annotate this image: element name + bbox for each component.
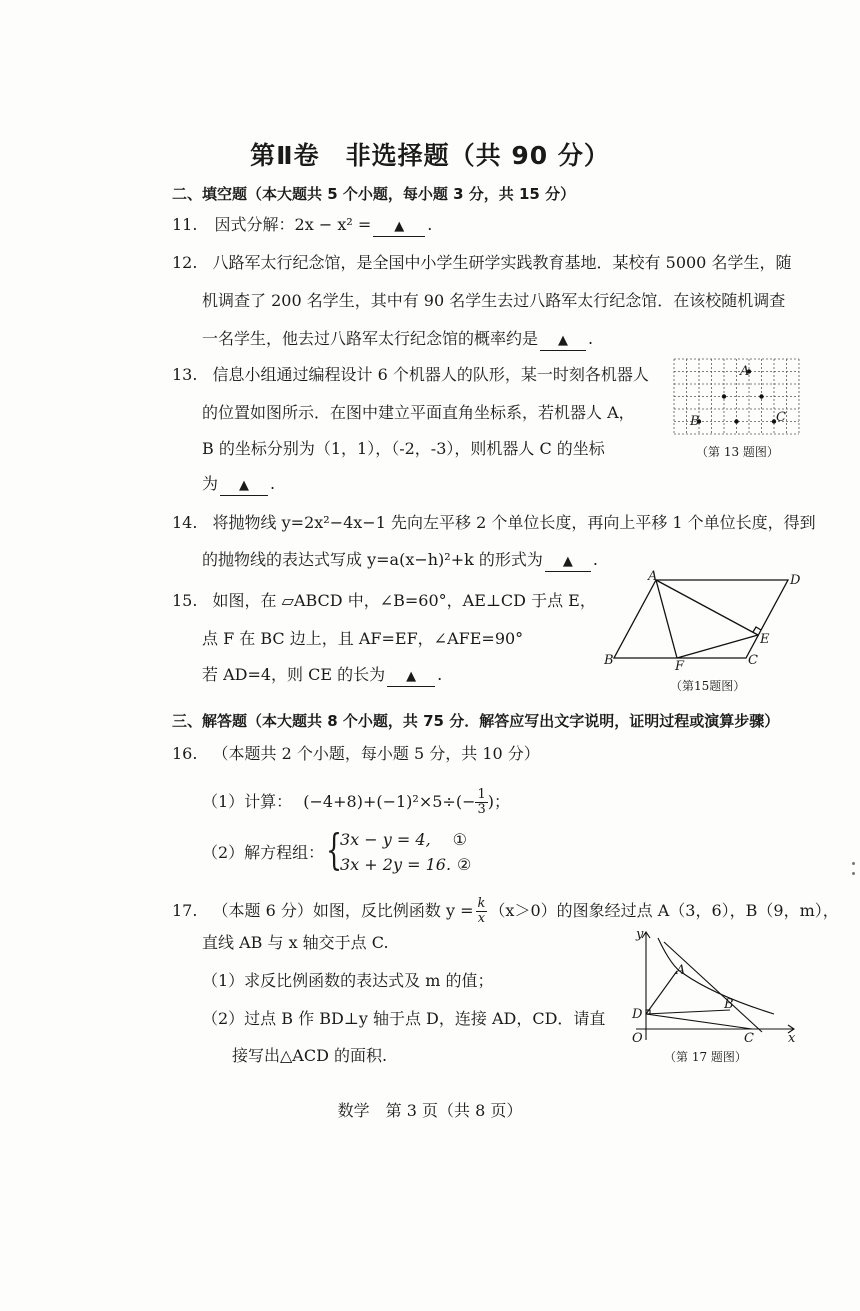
question-14-line-2 bbox=[202, 549, 598, 572]
scan-speck bbox=[852, 872, 855, 875]
q13-grid-figure bbox=[674, 359, 800, 435]
label-a: A bbox=[648, 569, 658, 584]
robot-dot bbox=[734, 419, 738, 423]
segment-af bbox=[656, 580, 677, 658]
segment-bd bbox=[646, 1010, 730, 1014]
question-number: 11. bbox=[172, 215, 198, 234]
period: . bbox=[427, 215, 433, 234]
segment-fe bbox=[677, 635, 758, 658]
question-number: 16. bbox=[172, 744, 198, 763]
question-12-line-2: 机调查了 200 名学生，其中有 90 名学生去过八路军太行纪念馆．在该校随机调查 bbox=[202, 291, 786, 310]
question-number: 17. bbox=[172, 901, 198, 920]
question-text: 为 bbox=[202, 474, 219, 493]
equation-system-brace: { bbox=[326, 825, 343, 874]
question-17-line-2: 直线 AB 与 x 轴交于点 C. bbox=[202, 933, 389, 952]
answer-blank: ▲ bbox=[387, 668, 435, 687]
question-17-line-1 bbox=[172, 894, 839, 928]
question-16-part-2-label: （2）解方程组： bbox=[202, 843, 325, 862]
answer-blank: ▲ bbox=[220, 477, 268, 496]
question-14-line-1 bbox=[172, 512, 816, 534]
question-17-part-2-line-1: （2）过点 B 作 BD⊥y 轴于点 D，连接 AD，CD．请直 bbox=[202, 1009, 606, 1028]
question-13-line-2: 的位置如图所示．在图中建立平面直角坐标系，若机器人 A， bbox=[202, 403, 635, 422]
period: . bbox=[437, 665, 443, 684]
question-text: 的抛物线的表达式写成 y=a(x−h)²+k 的形式为 bbox=[202, 550, 543, 569]
question-text: 若 AD=4，则 CE 的长为 bbox=[202, 665, 386, 684]
segment-ad bbox=[646, 971, 677, 1014]
label-f: F bbox=[675, 659, 685, 674]
label-b: B bbox=[724, 997, 734, 1012]
answer-blank: ▲ bbox=[540, 332, 586, 351]
question-number: 12. bbox=[172, 253, 198, 272]
question-text: 如图，在 ▱ABCD 中，∠B=60°，AE⊥CD 于点 E， bbox=[212, 591, 596, 610]
question-text: （本题共 2 个小题，每小题 5 分，共 10 分） bbox=[212, 744, 540, 763]
question-17-part-1: （1）求反比例函数的表达式及 m 的值； bbox=[202, 971, 494, 990]
paper-section-title: 第Ⅱ卷 非选择题（共 90 分） bbox=[250, 141, 610, 170]
question-number: 14. bbox=[172, 513, 198, 532]
question-16-part-1 bbox=[202, 785, 510, 819]
question-15-line-3 bbox=[202, 664, 442, 687]
question-text: 八路军太行纪念馆，是全国中小学生研学实践教育基地．某校有 5000 名学生，随 bbox=[212, 253, 792, 272]
question-17-part-2-line-2: 接写出△ACD 的面积. bbox=[232, 1046, 388, 1065]
label-d: D bbox=[790, 573, 801, 588]
label-b: B bbox=[604, 653, 614, 668]
question-13-line-1 bbox=[172, 364, 649, 386]
q15-figure-caption: （第15题图） bbox=[670, 679, 746, 693]
question-number: 13. bbox=[172, 365, 198, 384]
label-y: y bbox=[636, 927, 644, 942]
label-x: x bbox=[788, 1031, 796, 1046]
label-e: E bbox=[760, 632, 770, 647]
robot-dot bbox=[722, 394, 726, 398]
page-footer: 数学 第 3 页（共 8 页） bbox=[337, 1101, 523, 1120]
question-16-intro bbox=[172, 743, 540, 765]
question-12-line-3 bbox=[202, 328, 593, 351]
segment-cd bbox=[646, 1014, 752, 1029]
answer-blank: ▲ bbox=[545, 553, 591, 572]
question-text: （本题 6 分）如图，反比例函数 y = bbox=[212, 901, 474, 920]
label-o: O bbox=[632, 1031, 643, 1046]
question-15-line-2: 点 F 在 BC 边上，且 AF=EF，∠AFE=90° bbox=[202, 629, 524, 648]
period: . bbox=[592, 550, 598, 569]
expression: (−4+8)+(−1)²×5÷(− bbox=[303, 792, 476, 811]
answer-blank: ▲ bbox=[373, 218, 425, 237]
q17-figure-caption: （第 17 题图） bbox=[664, 1050, 747, 1064]
label-a: A bbox=[676, 963, 686, 978]
question-text: 信息小组通过编程设计 6 个机器人的队形，某一时刻各机器人 bbox=[212, 365, 649, 384]
question-13-line-3: B 的坐标分别为（1，1），（-2，-3），则机器人 C 的坐标 bbox=[202, 439, 605, 458]
label-c: C bbox=[744, 1031, 754, 1046]
scan-speck bbox=[852, 862, 855, 865]
label-c: C bbox=[748, 653, 758, 668]
equation-2: 3x + 2y = 16. ② bbox=[340, 855, 472, 874]
section-heading-fill-blank: 二、填空题（本大题共 5 个小题，每小题 3 分，共 15 分） bbox=[172, 185, 576, 203]
question-text: 将抛物线 y=2x²−4x−1 先向左平移 2 个单位长度，再向上平移 1 个单位长度，得到 bbox=[212, 513, 816, 532]
expression-end: )； bbox=[487, 792, 510, 811]
label-c: C bbox=[776, 410, 786, 425]
period: . bbox=[588, 329, 594, 348]
question-text: 一名学生，他去过八路军太行纪念馆的概率约是 bbox=[202, 329, 539, 348]
question-12-line-1 bbox=[172, 252, 791, 274]
question-text: 因式分解：2x − x² = bbox=[214, 215, 372, 234]
q13-figure-caption: （第 13 题图） bbox=[696, 445, 779, 459]
question-text: （x＞0）的图象经过点 A（3，6），B（9，m）， bbox=[489, 901, 839, 920]
question-11 bbox=[172, 214, 432, 237]
period: . bbox=[270, 474, 276, 493]
section-heading-solutions: 三、解答题（本大题共 8 个小题，共 75 分．解答应写出文字说明，证明过程或演算步骤） bbox=[172, 712, 780, 730]
segment-ae bbox=[656, 580, 758, 635]
q15-parallelogram-figure bbox=[600, 569, 810, 674]
question-number: 15. bbox=[172, 591, 198, 610]
label-a: A bbox=[740, 364, 750, 379]
fraction-k-over-x: $\frac{k}{x}$ bbox=[477, 896, 486, 926]
equation-1: 3x − y = 4, ① bbox=[340, 830, 468, 849]
question-15-line-1 bbox=[172, 590, 596, 612]
robot-dot bbox=[759, 394, 763, 398]
label-d: D bbox=[632, 1007, 643, 1022]
label-b: B bbox=[690, 414, 700, 429]
question-13-line-4 bbox=[202, 473, 275, 496]
fraction-one-third: $\frac{1}{3}$ bbox=[477, 787, 486, 817]
q17-function-figure bbox=[624, 928, 804, 1044]
part-label: （1）计算： bbox=[202, 792, 293, 811]
